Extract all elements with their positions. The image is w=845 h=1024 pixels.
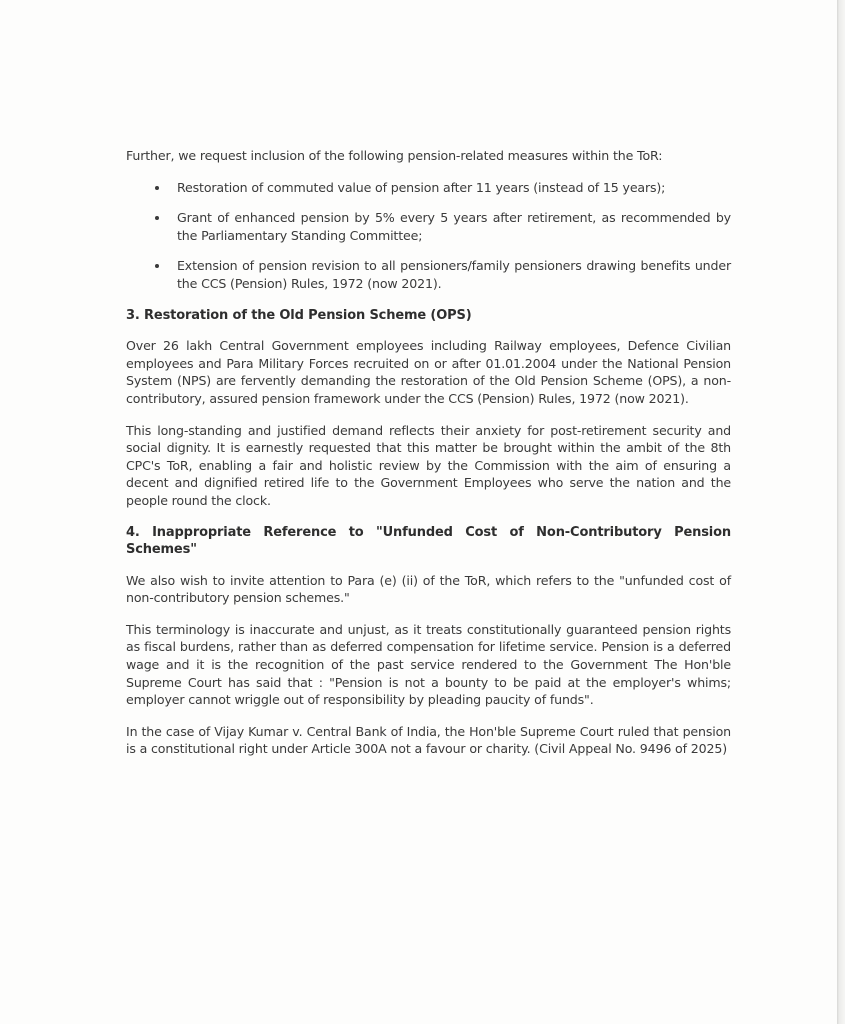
faint-stamp-mark [748,457,774,475]
section-heading-unfunded-cost: 4. Inappropriate Reference to "Unfunded Cost of Non-Contributory Pension Schemes" [126,524,731,558]
bullet-icon [155,264,159,268]
list-item-text: Extension of pension revision to all pensioners/family pensioners drawing benefits under the CCS (Pension) Rules, 1972 (now 2021). [177,258,731,291]
paragraph: Over 26 lakh Central Government employees including Railway employees, Defence Civilian employees and Para Military Forces recruited on or after 01.01.2004 under the National Pension System (NPS) are fervently demanding the restoration of the Old Pension Scheme (OPS), a non-contributory, assured pension framework under the CCS (Pension) Rules, 1972 (now 2021). [126,338,731,406]
paragraph: We also wish to invite attention to Para (e) (ii) of the ToR, which refers to the "unfunded cost of non-contributory pension schemes." [126,572,731,606]
list-item-text: Grant of enhanced pension by 5% every 5 years after retirement, as recommended by the Parliamentary Standing Committee; [177,210,731,243]
list-item [126,209,731,244]
bullet-icon [155,216,159,220]
list-item [126,257,731,292]
section-heading-ops: 3. Restoration of the Old Pension Scheme (OPS) [126,307,472,323]
bullet-icon [155,186,159,190]
document-body [126,147,731,772]
intro-paragraph: Further, we request inclusion of the following pension-related measures within the ToR: [126,148,663,163]
list-item [126,179,731,197]
pension-measures-list [126,179,731,293]
page-edge [837,0,845,1024]
paragraph: In the case of Vijay Kumar v. Central Bank of India, the Hon'ble Supreme Court ruled that pension is a constitutional right under Article 300A not a favour or charity. (Civil Appeal No. 9496 of 2025) [126,723,731,757]
paragraph: This long-standing and justified demand reflects their anxiety for post-retirement security and social dignity. It is earnestly requested that this matter be brought within the ambit of the 8th CPC's ToR, enabling a fair and holistic review by the Commission with the aim of ensuring a decent and dignified retired life to the Government Employees who serve the nation and the people round the clock. [126,422,731,508]
paragraph: This terminology is inaccurate and unjust, as it treats constitutionally guaranteed pension rights as fiscal burdens, rather than as deferred compensation for lifetime service. Pension is a deferred wage and it is the recognition of the past service rendered to the Government The Hon'ble Supreme Court has said that : "Pension is not a bounty to be paid at the employer's whims; employer cannot wriggle out of responsibility by pleading paucity of funds". [126,621,731,708]
list-item-text: Restoration of commuted value of pension after 11 years (instead of 15 years); [177,179,666,195]
